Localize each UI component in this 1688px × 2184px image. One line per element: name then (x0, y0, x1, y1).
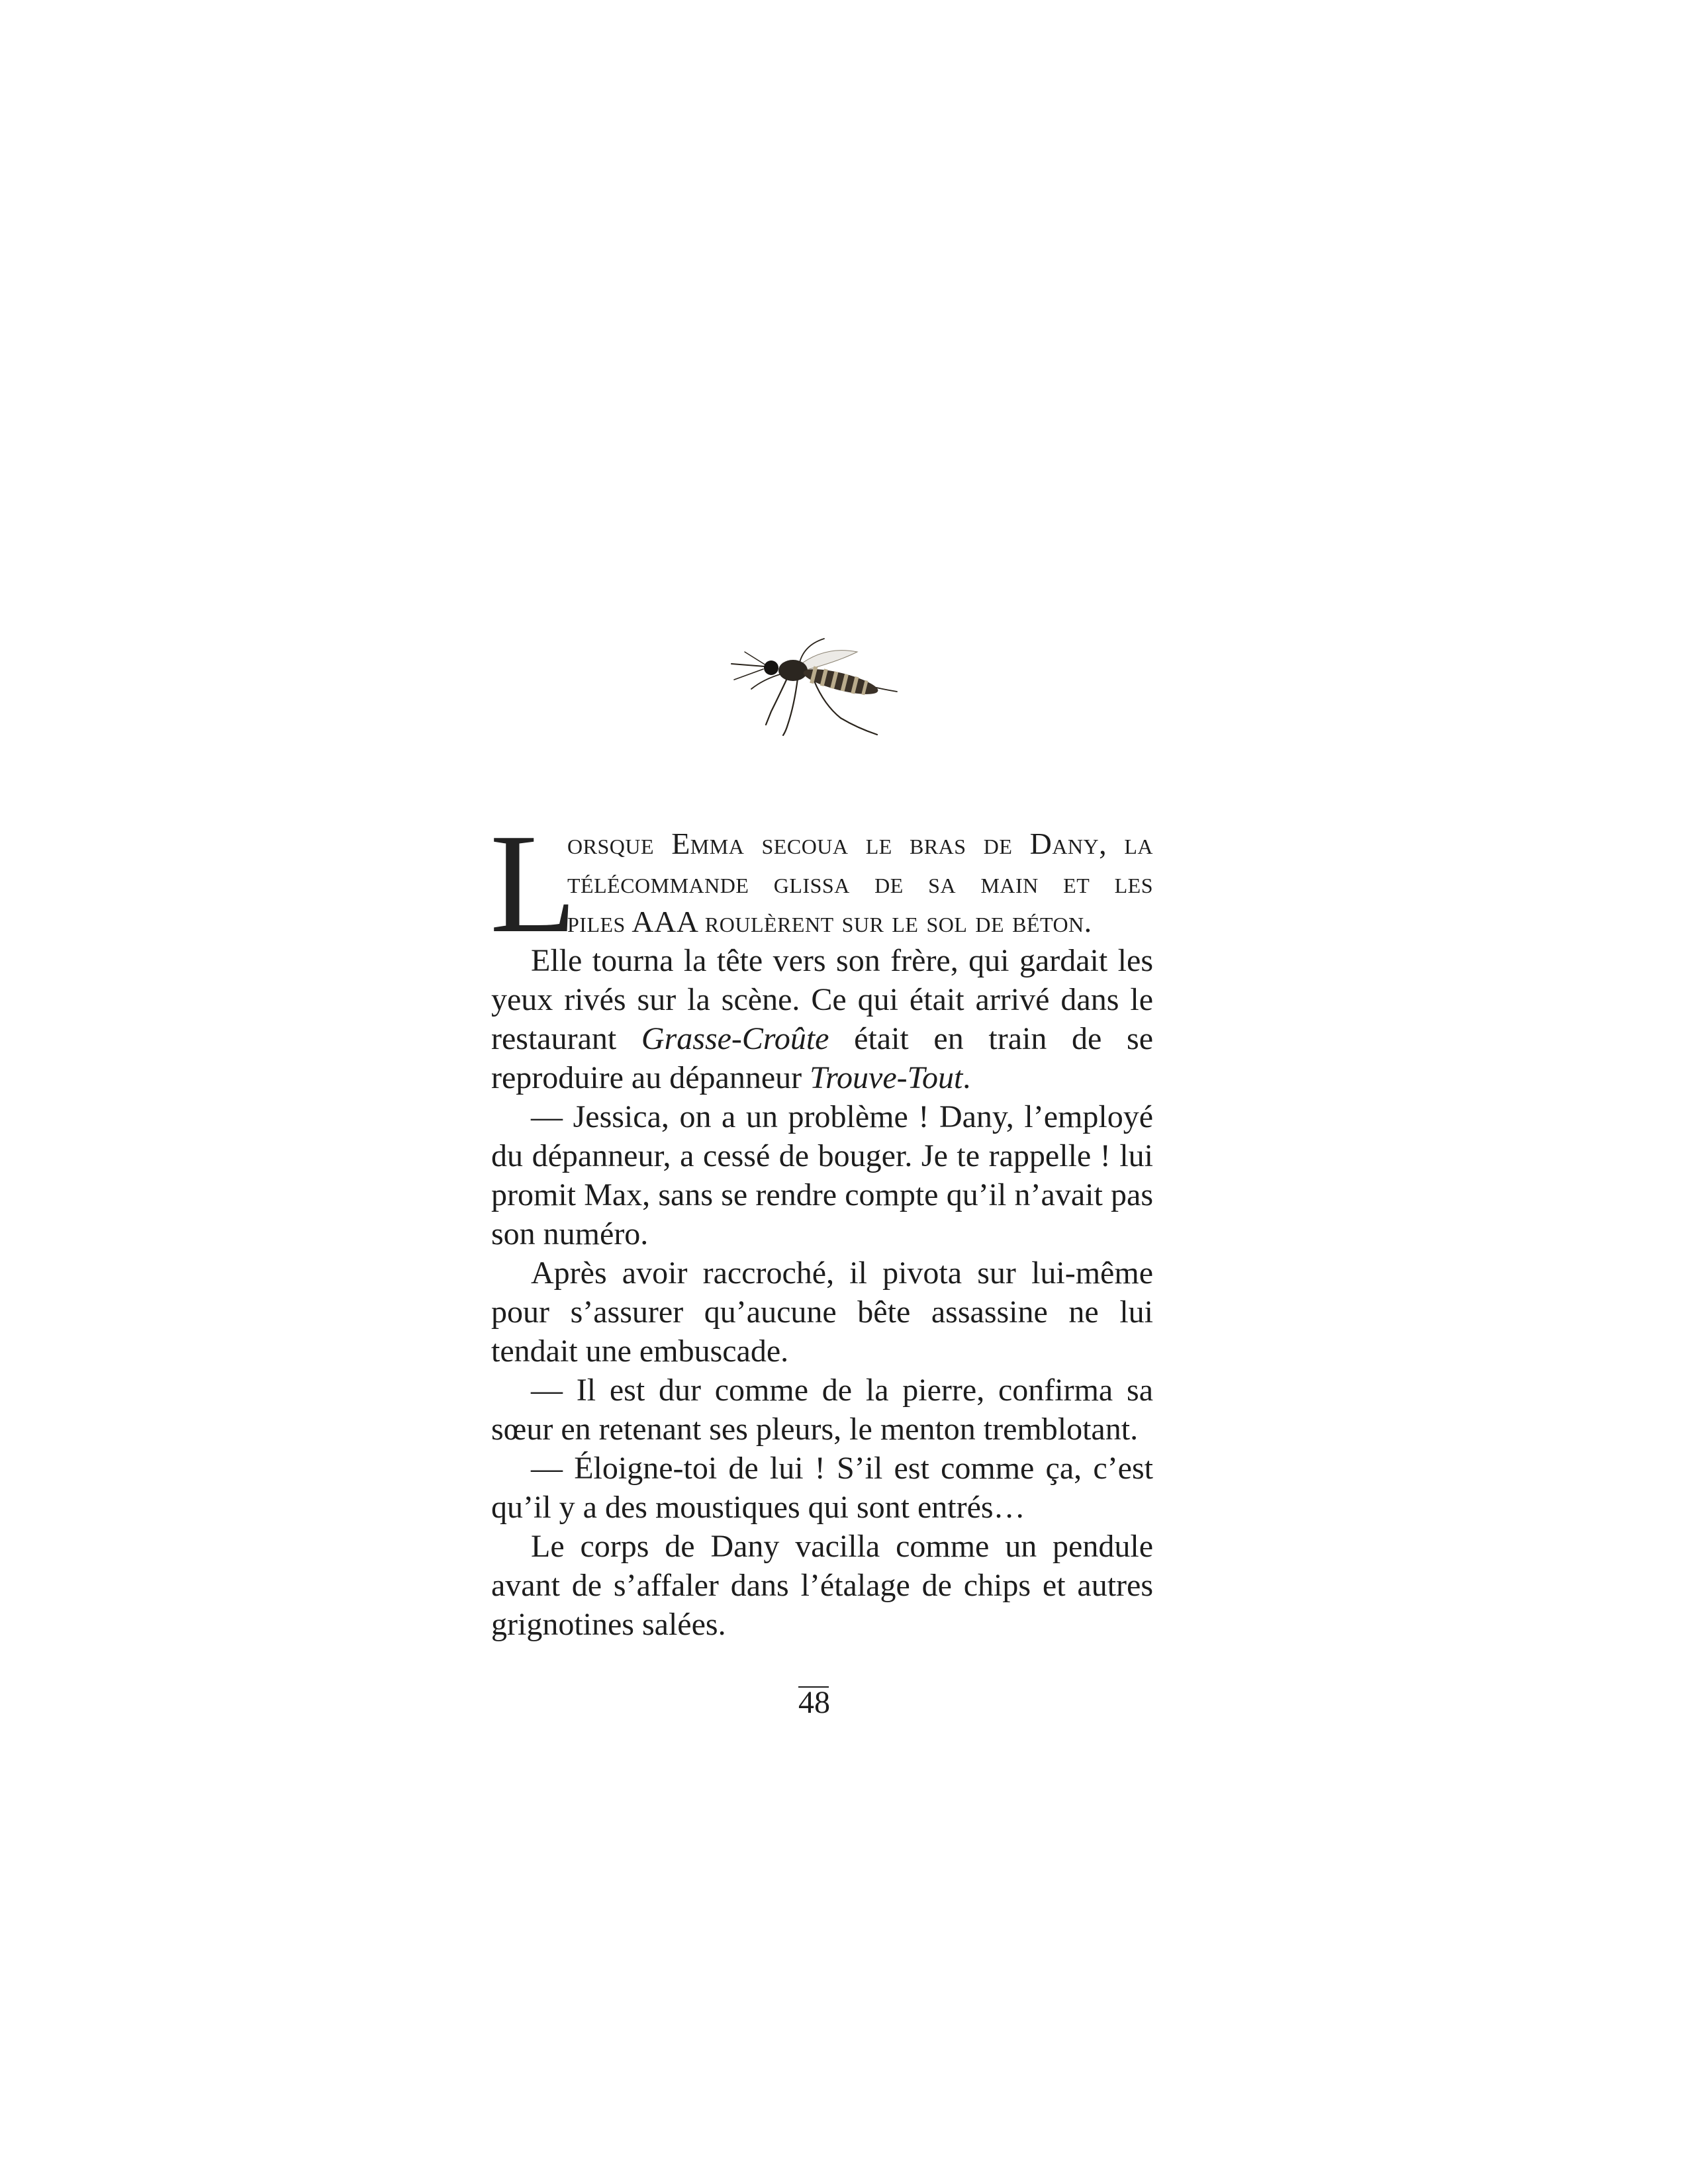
paragraph-text: . (962, 1060, 971, 1095)
chapter-text (490, 804, 1154, 1644)
opening-paragraph (490, 804, 1153, 962)
restaurant-name: Grasse-Croûte (641, 1021, 829, 1056)
small-caps-line-2: télécommande glissa de sa main et les (567, 866, 1153, 899)
mosquito-icon (725, 625, 917, 738)
paragraph: — Éloigne-toi de lui ! S’il est comme ça, c’est qu’il y a des moustiques qui sont entrés… (491, 1451, 1153, 1525)
paragraph: Après avoir raccroché, il pivota sur lui-même pour s’assurer qu’aucune bête assassine ne lui tendait une embuscade. (491, 1255, 1153, 1369)
small-caps-line-3: piles AAA roulèrent sur le sol de béton. (567, 905, 1092, 938)
paragraph-text: était en train de se reproduire au dépanneur (491, 1021, 1154, 1095)
small-caps-line-1: orsque Emma secoua le bras de Dany, la (567, 827, 1153, 860)
page-number: 48 (798, 1685, 830, 1720)
paragraph: Le corps de Dany vacilla comme un pendule avant de s’affaler dans l’étalage de chips et autres grignotines salées. (491, 1529, 1153, 1642)
paragraph-text: Elle tourna la tête vers son frère, qui gardait les yeux rivés sur la scène. Ce qui était arrivé dans le restaurant (491, 943, 1153, 1056)
drop-cap: L (490, 804, 577, 962)
paragraph (491, 941, 1153, 1097)
paragraph: — Jessica, on a un problème ! Dany, l’employé du dépanneur, a cessé de bouger. Je te rappelle ! lui promit Max, sans se rendre compte qu’il n’avait pas son numéro. (491, 1099, 1153, 1251)
paragraph: — Il est dur comme de la pierre, confirma sa sœur en retenant ses pleurs, le menton tremblotant. (491, 1373, 1153, 1447)
store-name: Trouve-Tout (810, 1060, 963, 1095)
